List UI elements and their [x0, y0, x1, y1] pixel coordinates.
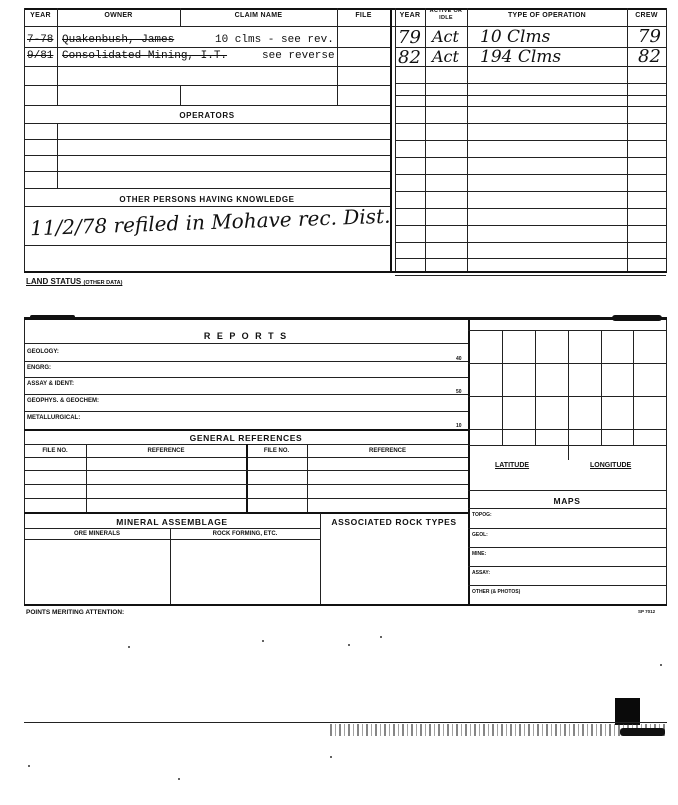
row-line [24, 123, 390, 124]
row-line [24, 245, 390, 246]
report-engrg: ENGRG: [27, 365, 51, 371]
row-line [24, 47, 390, 48]
gr-header-reference-2: REFERENCE [368, 448, 406, 454]
op-row-line [395, 225, 666, 226]
top-table-bottom [24, 271, 667, 273]
row-line [468, 490, 666, 491]
ink-speck [178, 778, 180, 780]
form-number: SP 7012 [638, 609, 656, 614]
maps-title: MAPS [553, 496, 581, 506]
row-line [468, 508, 666, 509]
ink-smudge [30, 315, 75, 320]
op-row-1-status: Act [432, 27, 459, 46]
row-line [24, 429, 468, 431]
land-status-title: LAND STATUS [26, 277, 82, 286]
row-line [24, 539, 320, 540]
header-owner: OWNER [104, 12, 133, 19]
right-border [666, 8, 667, 272]
gr-header-reference-1: REFERENCE [147, 448, 185, 454]
row-line [24, 139, 390, 140]
row-line [24, 498, 468, 499]
grid-line [601, 330, 602, 445]
longitude-label: LONGITUDE [590, 462, 632, 469]
op-row-line [395, 106, 666, 107]
reports-top-border [24, 317, 667, 320]
op-row-2-crew: 82 [638, 46, 661, 67]
op-row-line [395, 95, 666, 96]
row-line [24, 512, 468, 514]
bottom-line [24, 722, 667, 723]
maps-geol: GEOL: [472, 532, 488, 538]
latitude-label: LATITUDE [495, 462, 530, 469]
header-bottom-line [24, 26, 667, 27]
gr-col-sep [307, 444, 308, 513]
owner-row-1-date: 7-78 [27, 34, 54, 46]
report-geophys: GEOPHYS. & GEOCHEM: [27, 398, 100, 404]
row-line [468, 566, 666, 567]
row-line [24, 411, 468, 412]
ink-smudge [612, 315, 662, 321]
ink-speck [348, 644, 350, 646]
grid-line [568, 330, 569, 460]
grid-line [468, 429, 666, 430]
report-metallurgical-num: 10 [456, 423, 462, 429]
top-table-bottom-double [395, 275, 666, 276]
row-line [24, 377, 468, 378]
row-line [468, 547, 666, 548]
grid-line [502, 330, 503, 445]
row-line [24, 470, 468, 471]
ore-minerals-label: ORE MINERALS [73, 531, 120, 537]
row-line [24, 188, 390, 189]
row-line [24, 343, 468, 344]
grid-line [468, 363, 666, 364]
op-row-1-operation: 10 Clms [480, 27, 551, 47]
other-persons-label: OTHER PERSONS HAVING KNOWLEDGE [119, 195, 295, 204]
ink-smudge [620, 728, 665, 736]
op-row-line [395, 174, 666, 175]
col-sep-year [57, 8, 58, 105]
row-line [24, 171, 390, 172]
reports-right-border [666, 320, 667, 605]
land-status-sub: (OTHER DATA) [83, 280, 123, 286]
general-references-title: GENERAL REFERENCES [189, 433, 303, 443]
points-meriting-attention-label: POINTS MERITING ATTENTION: [26, 609, 125, 616]
op-row-line [395, 258, 666, 259]
top-border [24, 8, 667, 10]
scan-artifact-block [615, 698, 640, 725]
row-line [24, 528, 320, 529]
row-line [24, 155, 390, 156]
reports-left-border [24, 320, 25, 605]
grid-line [633, 330, 634, 445]
reports-bottom-border [24, 604, 667, 606]
grid-line [468, 445, 666, 446]
owner-row-1-claim: 10 clms - see rev. [215, 34, 334, 46]
header-claim-name: CLAIM NAME [234, 12, 283, 19]
row-line [24, 66, 390, 67]
header-file: FILE [355, 12, 372, 19]
maps-assay: ASSAY: [472, 570, 491, 576]
ink-speck [330, 756, 332, 758]
header-crew: CREW [635, 12, 658, 19]
mineral-assemblage-title: MINERAL ASSEMBLAGE [116, 517, 228, 527]
owner-row-2-claim: see reverse [262, 50, 335, 62]
op-row-line [395, 242, 666, 243]
grid-line [535, 330, 536, 445]
ink-speck [660, 664, 662, 666]
gr-col-sep [246, 444, 248, 513]
op-row-line [395, 123, 666, 124]
op-row-2-operation: 194 Clms [480, 47, 562, 67]
report-geology: GEOLOGY: [27, 349, 59, 355]
gr-col-sep [86, 444, 87, 513]
other-persons-note: 11/2/78 refiled in Mohave rec. Dist. [29, 203, 391, 241]
gr-header-file-no-1: FILE NO. [42, 448, 68, 454]
ma-col-sep [170, 528, 171, 605]
owner-row-2-owner: Consolidated Mining, I.T. [62, 50, 228, 62]
associated-rock-types-label: ASSOCIATED ROCK TYPES [331, 517, 457, 527]
operators-label: OPERATORS [179, 111, 235, 120]
op-row-line [395, 191, 666, 192]
op-row-line [395, 83, 666, 84]
owner-row-2-date: 9/81 [27, 50, 54, 62]
header-active-idle: ACTIVE OR IDLE [429, 8, 463, 21]
ink-speck [262, 640, 264, 642]
rock-forming-label: ROCK FORMING, ETC. [212, 531, 278, 537]
reports-title: R E P O R T S [203, 331, 289, 341]
row-line [24, 361, 468, 362]
col-sep-claim [337, 8, 338, 105]
ink-speck [380, 636, 382, 638]
maps-other: OTHER (& PHOTOS) [472, 589, 521, 595]
maps-topog: TOPOG: [472, 512, 492, 518]
report-assay: ASSAY & IDENT: [27, 381, 75, 387]
report-geology-num: 40 [456, 356, 462, 362]
row-line [24, 85, 390, 86]
op-row-line [395, 157, 666, 158]
row-line [24, 105, 390, 106]
col-sep-owner-lower [180, 85, 181, 105]
op-row-2-year: 82 [398, 47, 421, 68]
maps-mine: MINE: [472, 551, 487, 557]
op-row-2-status: Act [432, 47, 459, 66]
ink-speck [128, 646, 130, 648]
op-row-line [395, 208, 666, 209]
op-row-line [395, 140, 666, 141]
header-type-of-operation: TYPE OF OPERATION [507, 12, 587, 19]
land-status-label [26, 277, 122, 286]
owner-row-1-owner: Quakenbush, James [62, 34, 175, 46]
header-year: YEAR [30, 12, 51, 19]
row-line [468, 585, 666, 586]
scan-noise [330, 724, 665, 736]
center-divider [390, 8, 392, 272]
report-assay-num: 50 [456, 389, 462, 395]
gr-header-file-no-2: FILE NO. [263, 448, 290, 454]
op-row-1-year: 79 [398, 27, 421, 48]
report-metallurgical: METALLURGICAL: [27, 415, 81, 421]
header-year2: YEAR [399, 12, 421, 19]
row-line [468, 528, 666, 529]
grid-line [468, 330, 666, 331]
grid-line [468, 396, 666, 397]
ink-speck [28, 765, 30, 767]
row-line [24, 484, 468, 485]
op-row-1-crew: 79 [638, 26, 661, 47]
row-line [24, 394, 468, 395]
